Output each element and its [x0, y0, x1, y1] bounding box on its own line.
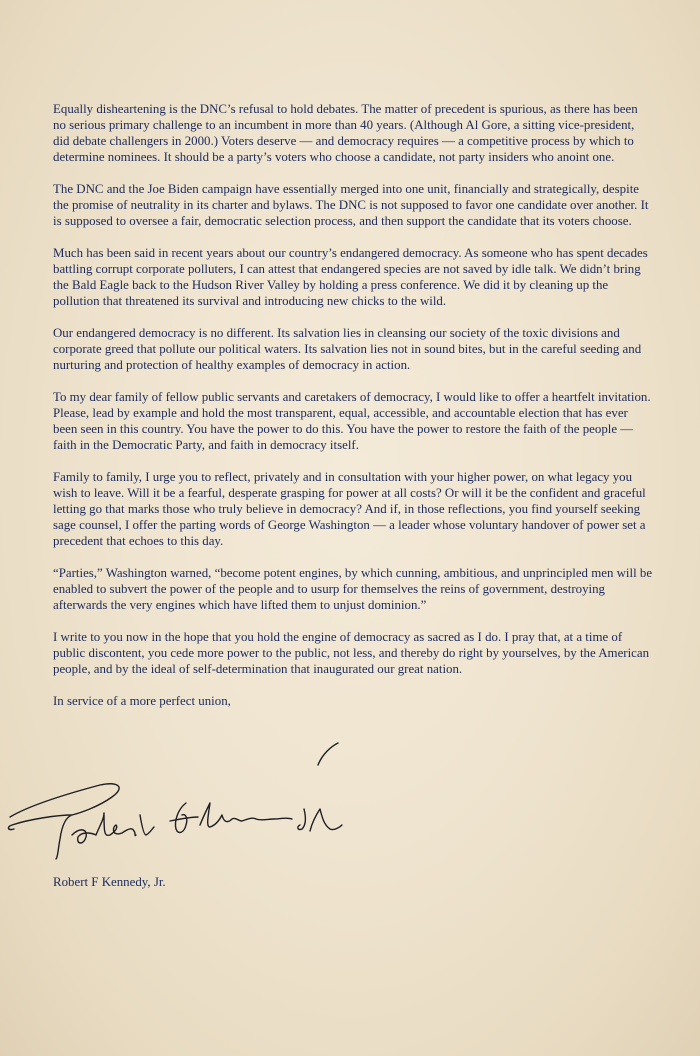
signature-stroke-jr — [298, 809, 342, 831]
handwritten-signature — [0, 735, 360, 865]
paragraph-8: I write to you now in the hope that you hold the engine of democracy as sacred as I do. I pray that, at a time of public discontent, you cede more power to the public, not less, and thereby do right by yourselves, by the American people, and by the ideal of self-determination that inaugurated our great nation. — [53, 630, 650, 676]
signer-name: Robert F Kennedy, Jr. — [53, 875, 166, 889]
signature-stroke-f — [170, 803, 198, 832]
signature-stroke-accent — [318, 743, 338, 765]
paragraph-1: Equally disheartening is the DNC’s refusal to hold debates. The matter of precedent is spurious, as there has been no serious primary challenge to an incumbent in more than 40 years. (Although Al Gore, a sitting vice-president, did debate challengers in 2000.) Voters deserve — and democracy requires — a competitive process by which to determine nominees. It should be a party’s voters who choose a candidate, not party insiders who anoint one. — [53, 102, 638, 164]
letter-body — [53, 101, 653, 709]
paragraph-5: To my dear family of fellow public servants and caretakers of democracy, I would like to offer a heartfelt invitation. Please, lead by example and hold the most transparent, equal, accessible, and accountable election that has ever been seen in this country. You have the power to do this. You have the power to restore the faith of the people — faith in the Democratic Party, and faith in democracy itself. — [53, 390, 651, 452]
paragraph-4: Our endangered democracy is no different. Its salvation lies in cleansing our society of the toxic divisions and corporate greed that pollute our political waters. Its salvation lies not in sound bites, but in the careful seeding and nurturing and protection of healthy examples of democracy in action. — [53, 326, 642, 372]
paragraph-3: Much has been said in recent years about our country’s endangered democracy. As someone who has spent decades battling corrupt corporate polluters, I can attest that endangered species are not saved by idle talk. We didn’t bring the Bald Eagle back to the Hudson River Valley by holding a press conference. We did it by cleaning up the pollution that threatened its survival and introducing new chicks to the wild. — [53, 246, 648, 308]
closing-line: In service of a more perfect union, — [53, 694, 231, 708]
paragraph-7-washington-quote: “Parties,” Washington warned, “become potent engines, by which cunning, ambitious, and unprincipled men will be enabled to subvert the power of the people and to usurp for themselves the reins of government, destroying afterwards the very engines which have lifted them to unjust dominion.” — [53, 566, 653, 612]
paragraph-6: Family to family, I urge you to reflect, privately and in consultation with your higher power, on what legacy you wish to leave. Will it be a fearful, desperate grasping for power at all costs? Or will it be the confident and graceful letting go that marks those who truly believe in democracy? And if, in those reflections, you find yourself seeking sage counsel, I offer the parting words of George Washington — a leader whose voluntary handover of power set a precedent that echoes to this day. — [53, 470, 646, 548]
paragraph-2: The DNC and the Joe Biden campaign have essentially merged into one unit, financially and strategically, despite the promise of neutrality in its charter and bylaws. The DNC is not supposed to favor one candidate over another. It is supposed to oversee a fair, democratic selection process, and then support the candidate that its voters choose. — [53, 182, 649, 228]
signature-stroke-kennedy — [200, 803, 292, 827]
signature-stroke-obert — [72, 813, 154, 843]
